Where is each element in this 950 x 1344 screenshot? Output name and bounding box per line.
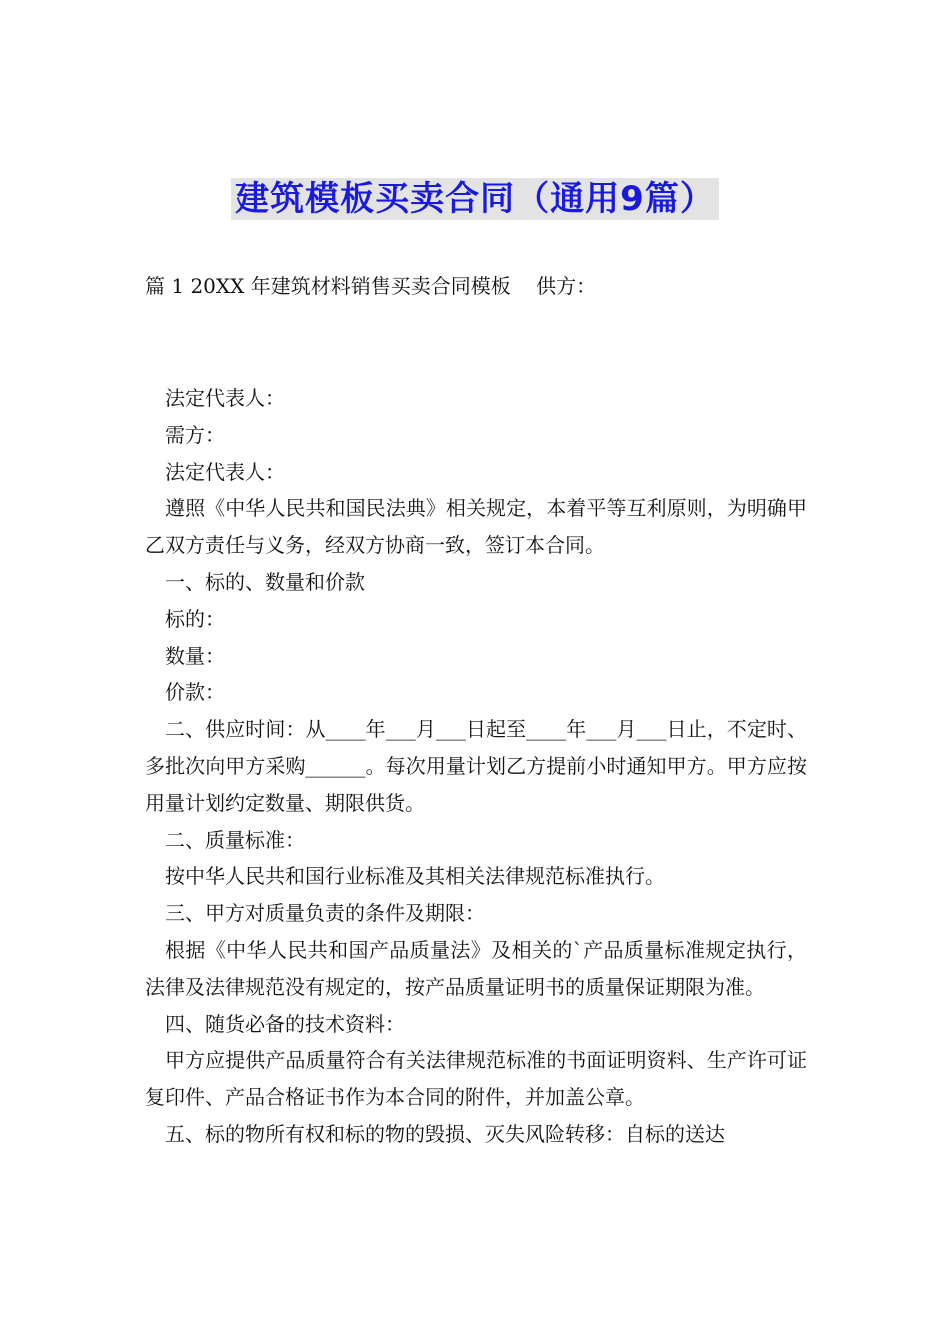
paragraph-subject: 标的： [165,606,225,631]
document-body [145,380,807,1153]
paragraph-price: 价款： [165,680,225,705]
paragraph-quality-standard: 按中华人民共和国行业标准及其相关法律规范标准执行。 [165,864,665,889]
paragraph-preamble: 遵照《中华人民共和国民法典》相关规定，本着平等互利原则，为明确甲乙双方责任与义务，经双方协商一致，签订本合同。 [145,496,807,558]
paragraph-legal-rep-buyer: 法定代表人： [165,459,285,484]
paragraph-tech-docs: 甲方应提供产品质量符合有关法律规范标准的书面证明资料、生产许可证复印件、产品合格证书作为本合同的附件，并加盖公章。 [145,1048,807,1110]
document-title: 建筑模板买卖合同（通用9篇） [231,178,719,220]
section-heading-subject: 一、标的、数量和价款 [165,569,365,594]
document-subtitle: 篇 1 20XX 年建筑材料销售买卖合同模板 供方： [145,274,597,298]
paragraph-quantity: 数量： [165,643,225,668]
section-heading-tech-docs: 四、随货必备的技术资料： [165,1011,405,1036]
paragraph-buyer: 需方： [165,422,225,447]
paragraph-legal-rep-supplier: 法定代表人： [165,386,285,410]
paragraph-ownership-risk: 五、标的物所有权和标的物的毁损、灭失风险转移：自标的送达 [165,1121,725,1146]
paragraph-quality-conditions: 根据《中华人民共和国产品质量法》及相关的`产品质量标准规定执行，法律及法律规范没有规定的，按产品质量证明书的质量保证期限为准。 [145,937,807,999]
section-heading-quality-conditions: 三、甲方对质量负责的条件及期限： [165,901,485,926]
title-container [0,178,950,220]
section-heading-quality: 二、质量标准： [165,827,305,852]
paragraph-supply-time: 二、供应时间：从____年___月___日起至____年___月___日止，不定时、多批次向甲方采购______。每次用量计划乙方提前小时通知甲方。甲方应按用量计划约定数量、期限供货。 [145,717,807,815]
